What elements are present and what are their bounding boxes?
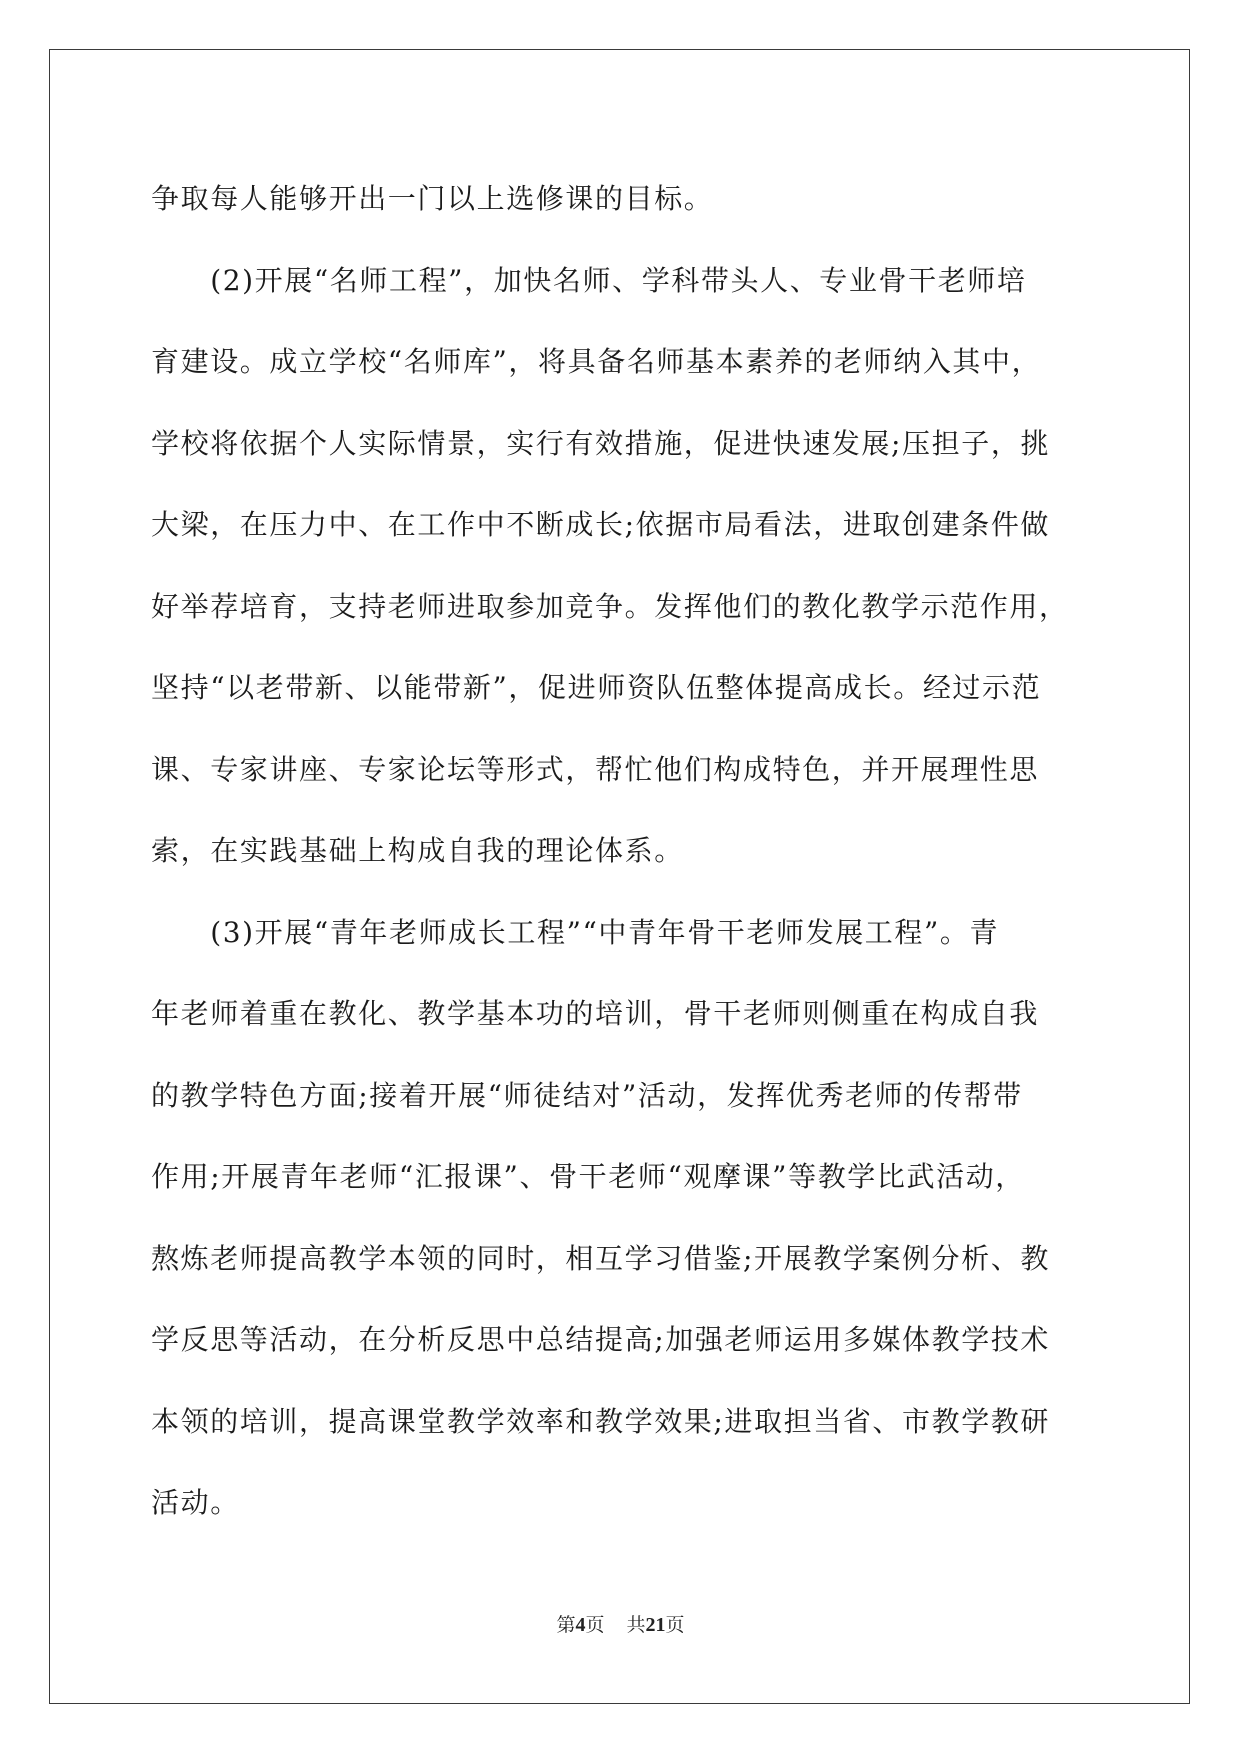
paragraph-3 [151, 892, 1091, 1544]
text-line: 育建设。成立学校“名师库”，将具备名师基本素养的老师纳入其中， [151, 345, 1042, 378]
paragraph-2 [151, 240, 1091, 892]
text-line: 的教学特色方面;接着开展“师徒结对”活动，发挥优秀老师的传帮带 [151, 1078, 1023, 1112]
page-footer [0, 1610, 1241, 1637]
page-prefix: 第 [556, 1614, 576, 1636]
page-number: 4 [575, 1614, 586, 1636]
document-body [151, 158, 1091, 1544]
page-suffix: 页 [585, 1614, 605, 1636]
total-suffix: 页 [665, 1614, 685, 1636]
text-line: 争取每人能够开出一门以上选修课的目标。 [151, 182, 714, 215]
text-line: 熬炼老师提高教学本领的同时，相互学习借鉴;开展教学案例分析、教 [151, 1241, 1051, 1275]
text-line: (2)开展“名师工程”，加快名师、学科带头人、专业骨干老师培 [151, 263, 1027, 297]
text-line: 学校将依据个人实际情景，实行有效措施，促进快速发展;压担子，挑 [151, 426, 1051, 460]
text-line: 索，在实践基础上构成自我的理论体系。 [151, 834, 684, 867]
text-line: (3)开展“青年老师成长工程”“中青年骨干老师发展工程”。青 [151, 915, 1000, 949]
text-line: 坚持“以老带新、以能带新”，促进师资队伍整体提高成长。经过示范 [151, 671, 1042, 704]
text-line: 学反思等活动，在分析反思中总结提高;加强老师运用多媒体教学技术 [151, 1323, 1051, 1356]
paragraph-1 [151, 158, 1091, 240]
text-line: 大梁，在压力中、在工作中不断成长;依据市局看法，进取创建条件做 [151, 508, 1051, 541]
text-line: 本领的培训，提高课堂教学效率和教学效果;进取担当省、市教学教研 [151, 1404, 1051, 1438]
text-line: 作用;开展青年老师“汇报课”、骨干老师“观摩课”等教学比武活动， [151, 1160, 1025, 1193]
text-line: 年老师着重在教化、教学基本功的培训，骨干老师则侧重在构成自我 [151, 997, 1040, 1030]
text-line: 好举荐培育，支持老师进取参加竞争。发挥他们的教化教学示范作用， [151, 589, 1069, 623]
text-line: 活动。 [151, 1486, 240, 1519]
total-prefix: 共 [626, 1614, 646, 1636]
total-pages: 21 [645, 1614, 666, 1636]
text-line: 课、专家讲座、专家论坛等形式，帮忙他们构成特色，并开展理性思 [151, 752, 1040, 786]
